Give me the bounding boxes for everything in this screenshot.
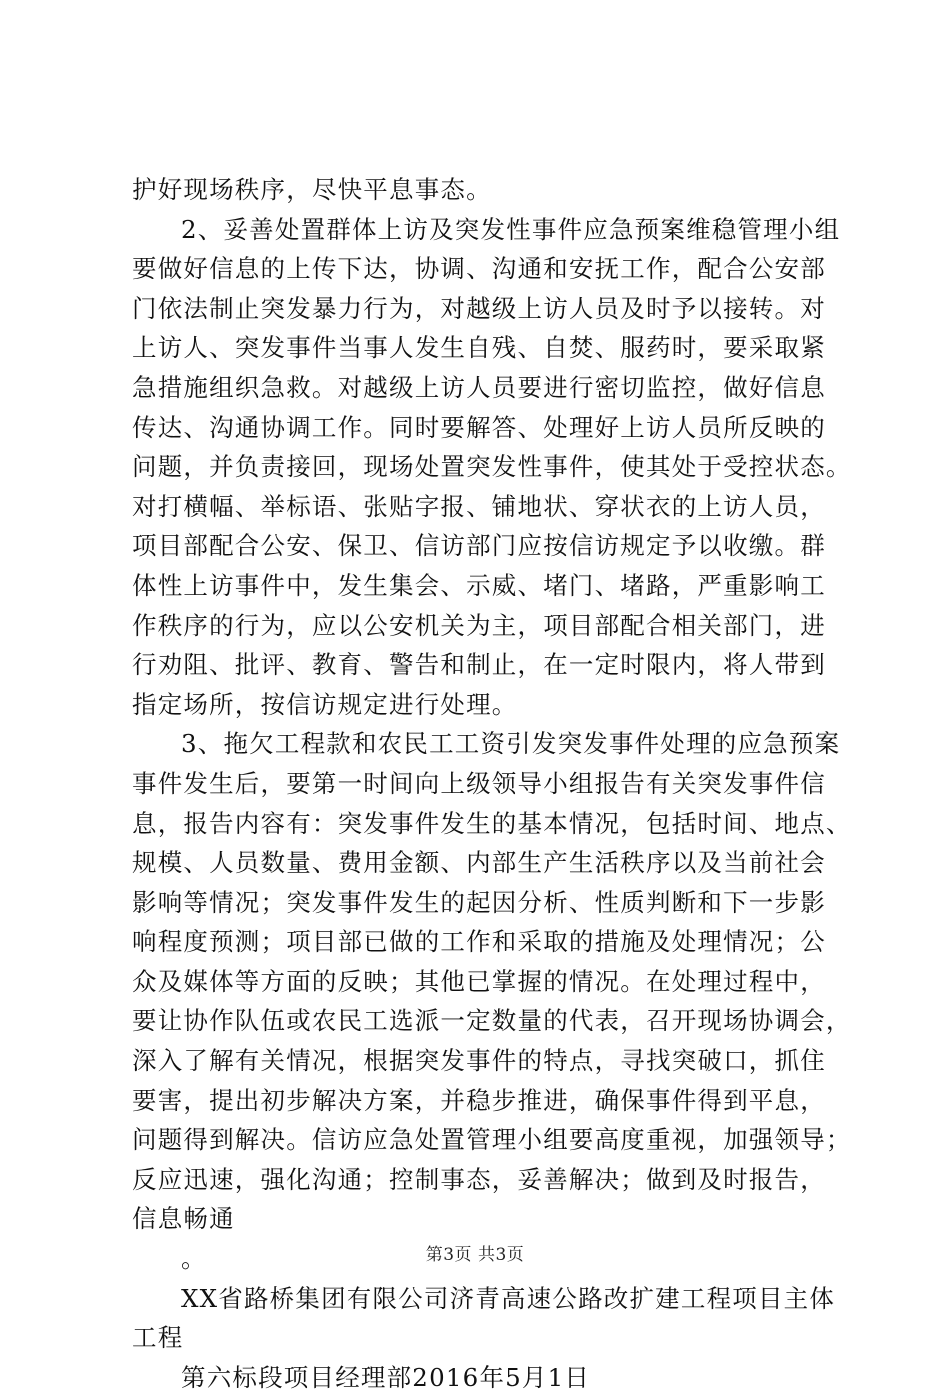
text-line: 3、拖欠工程款和农民工工资引发突发事件处理的应急预案 — [181, 729, 841, 759]
text-line: 体性上访事件中，发生集会、示威、堵门、堵路，严重影响工 — [132, 570, 826, 600]
text-line: 。 — [181, 1244, 207, 1274]
text-line: 工程 — [132, 1323, 184, 1353]
text-line: 护好现场秩序，尽快平息事态。 — [132, 175, 492, 204]
text-line: 急措施组织急救。对越级上访人员要进行密切监控，做好信息 — [132, 372, 826, 402]
text-line: 反应迅速，强化沟通；控制事态，妥善解决；做到及时报告， — [132, 1164, 826, 1194]
page-footer — [0, 1240, 950, 1265]
text-line: 息，报告内容有：突发事件发生的基本情况，包括时间、地点、 — [132, 808, 852, 838]
text-line: 上访人、突发事件当事人发生自残、自焚、服药时，要采取紧 — [132, 333, 826, 363]
text-line: 响程度预测；项目部已做的工作和采取的措施及处理情况；公 — [132, 927, 826, 957]
text-line: 问题得到解决。信访应急处置管理小组要高度重视，加强领导； — [132, 1125, 852, 1155]
text-line: 2、妥善处置群体上访及突发性事件应急预案维稳管理小组 — [181, 214, 841, 244]
text-line: 行劝阻、批评、教育、警告和制止，在一定时限内，将人带到 — [132, 650, 826, 680]
text-line: 深入了解有关情况，根据突发事件的特点，寻找突破口，抓住 — [132, 1046, 826, 1076]
text-line: 要让协作队伍或农民工选派一定数量的代表，召开现场协调会， — [132, 1006, 852, 1036]
text-line: 影响等情况；突发事件发生的起因分析、性质判断和下一步影 — [132, 887, 826, 917]
text-line: 事件发生后，要第一时间向上级领导小组报告有关突发事件信 — [132, 768, 826, 798]
text-line: 指定场所，按信访规定进行处理。 — [132, 689, 518, 719]
text-line: 规模、人员数量、费用金额、内部生产生活秩序以及当前社会 — [132, 848, 826, 878]
text-line: 项目部配合公安、保卫、信访部门应按信访规定予以收缴。群 — [132, 531, 826, 561]
text-line: 信息畅通 — [132, 1204, 235, 1234]
text-line: 问题，并负责接回，现场处置突发性事件，使其处于受控状态。 — [132, 452, 852, 482]
page-number: 第3页 共3页 — [425, 1245, 525, 1265]
text-line: 门依法制止突发暴力行为，对越级上访人员及时予以接转。对 — [132, 293, 826, 323]
text-line: 传达、沟通协调工作。同时要解答、处理好上访人员所反映的 — [132, 412, 826, 442]
text-line: 第六标段项目经理部2016年5月1日 — [181, 1362, 591, 1392]
text-line: 作秩序的行为，应以公安机关为主，项目部配合相关部门，进 — [132, 610, 826, 640]
text-line: 要做好信息的上传下达，协调、沟通和安抚工作，配合公安部 — [132, 254, 826, 284]
text-line: XX省路桥集团有限公司济青高速公路改扩建工程项目主体 — [181, 1283, 836, 1313]
text-line: 众及媒体等方面的反映；其他已掌握的情况。在处理过程中， — [132, 966, 826, 996]
document-body — [132, 170, 852, 1397]
text-line: 要害，提出初步解决方案，并稳步推进，确保事件得到平息， — [132, 1085, 826, 1115]
text-line: 对打横幅、举标语、张贴字报、铺地状、穿状衣的上访人员， — [132, 491, 826, 521]
